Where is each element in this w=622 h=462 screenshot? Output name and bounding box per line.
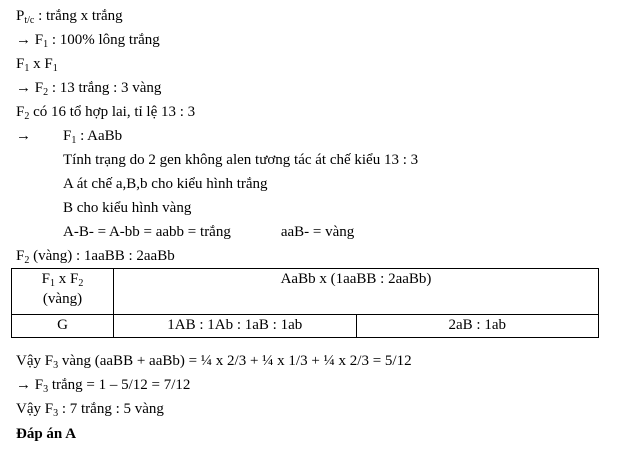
table-header-cross: AaBb x (1aaBB : 2aaBb)	[114, 269, 599, 315]
line-f2-yellow: $F_2$ (vàng) : 1aaBB : 2aaBb	[16, 248, 175, 266]
line-cross-f1: $F_1$ x $F_1$	[16, 56, 58, 74]
table-cell-gametes-2: 2aB : 1ab	[356, 315, 599, 338]
table-cell-g: G	[12, 315, 114, 338]
table-row	[12, 315, 599, 338]
line-f3-white: → $F_3$ trắng = 1 – 5/12 = 7/12	[16, 377, 191, 395]
answer-text: Đáp án A	[16, 426, 77, 442]
line-rule-a: A át chế a,B,b cho kiểu hình trắng	[63, 176, 268, 192]
line-f1: → $F_1$ : 100% lông trắng	[16, 32, 160, 50]
line-f1-genotype: → $F_1$ : AaBb	[16, 128, 123, 146]
line-parents: $P_{t/c}$ : trắng x trắng	[16, 8, 123, 26]
line-rule-phenotypes: A-B- = A-bb = aabb = trắng aaB- = vàng	[63, 224, 355, 240]
table-row	[12, 269, 599, 315]
line-f2-combinations: $F_2$ có 16 tổ hợp lai, tỉ lệ 13 : 3	[16, 104, 196, 122]
line-f2-ratio: → $F_2$ : 13 trắng : 3 vàng	[16, 80, 162, 98]
table-cell-gametes-1: 1AB : 1Ab : 1aB : 1ab	[114, 315, 357, 338]
line-f3-ratio: Vậy $F_3$ : 7 trắng : 5 vàng	[16, 401, 164, 419]
line-rule-interaction: Tính trạng do 2 gen không alen tương tác át chế kiểu 13 : 3	[63, 152, 419, 168]
cross-table	[11, 268, 599, 338]
line-rule-b: B cho kiểu hình vàng	[63, 200, 192, 216]
line-f3-yellow: Vậy $F_3$ vàng (aaBB + aaBb) = ¼ x 2/3 + ¼ x 1/3 + ¼ x 2/3 = 5/12	[16, 353, 412, 371]
table-header-generation: $F_1$ x $F_2$ (vàng)	[12, 269, 114, 315]
arrow-icon: →	[16, 128, 31, 144]
